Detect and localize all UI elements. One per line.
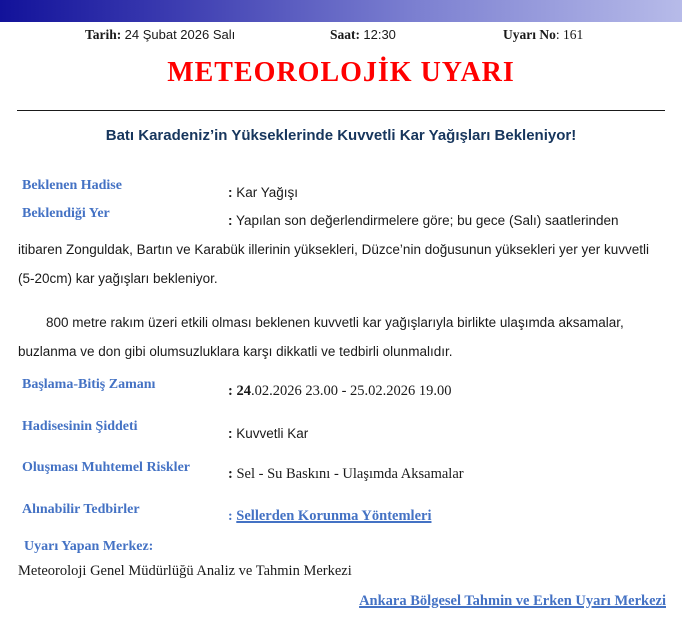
header-warning-no [503, 27, 583, 43]
expected-event-text: Kar Yağışı [236, 185, 299, 200]
field-expected-location [18, 206, 664, 293]
date-label: Tarih: [85, 27, 122, 42]
warning-subtitle: Batı Karadeniz’in Yükseklerinde Kuvvetli Kar Yağışları Bekleniyor! [105, 127, 577, 144]
issuing-center-label: Uyarı Yapan Merkez: [24, 539, 154, 554]
severity-label: Hadisesinin Şiddeti [22, 419, 138, 434]
regional-center-link[interactable]: Ankara Bölgesel Tahmin ve Erken Uyarı Merkezi [359, 593, 666, 609]
issuing-center-row [18, 537, 664, 555]
start-day-bold: 24 [236, 383, 251, 399]
header-time [330, 27, 396, 43]
field-start-end-time [18, 377, 664, 406]
severity-text: Kuvvetli Kar [236, 426, 309, 441]
top-gradient-bar [0, 0, 682, 22]
warning-no-value: : 161 [555, 27, 584, 42]
regional-center-row [18, 592, 666, 610]
start-end-label: Başlama-Bitiş Zamanı [22, 377, 156, 392]
possible-risks-label: Oluşması Muhtemel Riskler [22, 460, 190, 475]
colon: : [228, 466, 233, 482]
time-label: Saat: [330, 27, 360, 42]
date-value: 24 Şubat 2026 Salı [124, 27, 236, 42]
issuing-center-name-row [18, 562, 664, 580]
time-value: 12:30 [363, 27, 396, 42]
expected-event-label: Beklenen Hadise [22, 178, 122, 193]
colon: : [228, 509, 233, 524]
horizontal-divider [17, 110, 665, 111]
document-header [0, 27, 682, 47]
page-title: METEOROLOJİK UYARI [167, 57, 515, 88]
colon: : [228, 185, 233, 200]
start-end-text: .02.2026 23.00 - 25.02.2026 19.00 [250, 383, 452, 399]
colon: : [228, 383, 233, 399]
expected-location-text: Yapılan son değerlendirmelere göre; bu gece (Salı) saatlerinden itibaren Zonguldak, Bartın ve Karabük illerinin yüksekleri, Düzce’nin doğusunun yüksekleri yer yer kuvvetli (5-20cm) kar yağışları bekleniyor. [18, 213, 650, 286]
warning-no-label: Uyarı No [503, 27, 556, 42]
header-date [85, 27, 235, 43]
colon: : [228, 213, 233, 228]
colon: : [228, 426, 233, 441]
field-possible-risks [18, 460, 664, 489]
field-expected-event [18, 178, 664, 207]
field-severity [18, 419, 664, 448]
precautions-label: Alınabilir Tedbirler [22, 502, 140, 517]
possible-risks-text: Sel - Su Baskını - Ulaşımda Aksamalar [236, 466, 464, 482]
precautions-link[interactable]: Sellerden Korunma Yöntemleri [236, 508, 432, 524]
expected-location-value [18, 206, 664, 293]
issuing-center-name: Meteoroloji Genel Müdürlüğü Analiz ve Tahmin Merkezi [18, 563, 352, 579]
expected-location-label: Beklendiği Yer [22, 206, 110, 221]
field-precautions [18, 502, 664, 531]
advisory-note: 800 metre rakım üzeri etkili olması beklenen kuvvetli kar yağışlarıyla birlikte ulaşımda aksamalar, buzlanma ve don gibi olumsuzluklara karşı dikkatli ve tedbirli olunmalıdır. [18, 315, 624, 359]
